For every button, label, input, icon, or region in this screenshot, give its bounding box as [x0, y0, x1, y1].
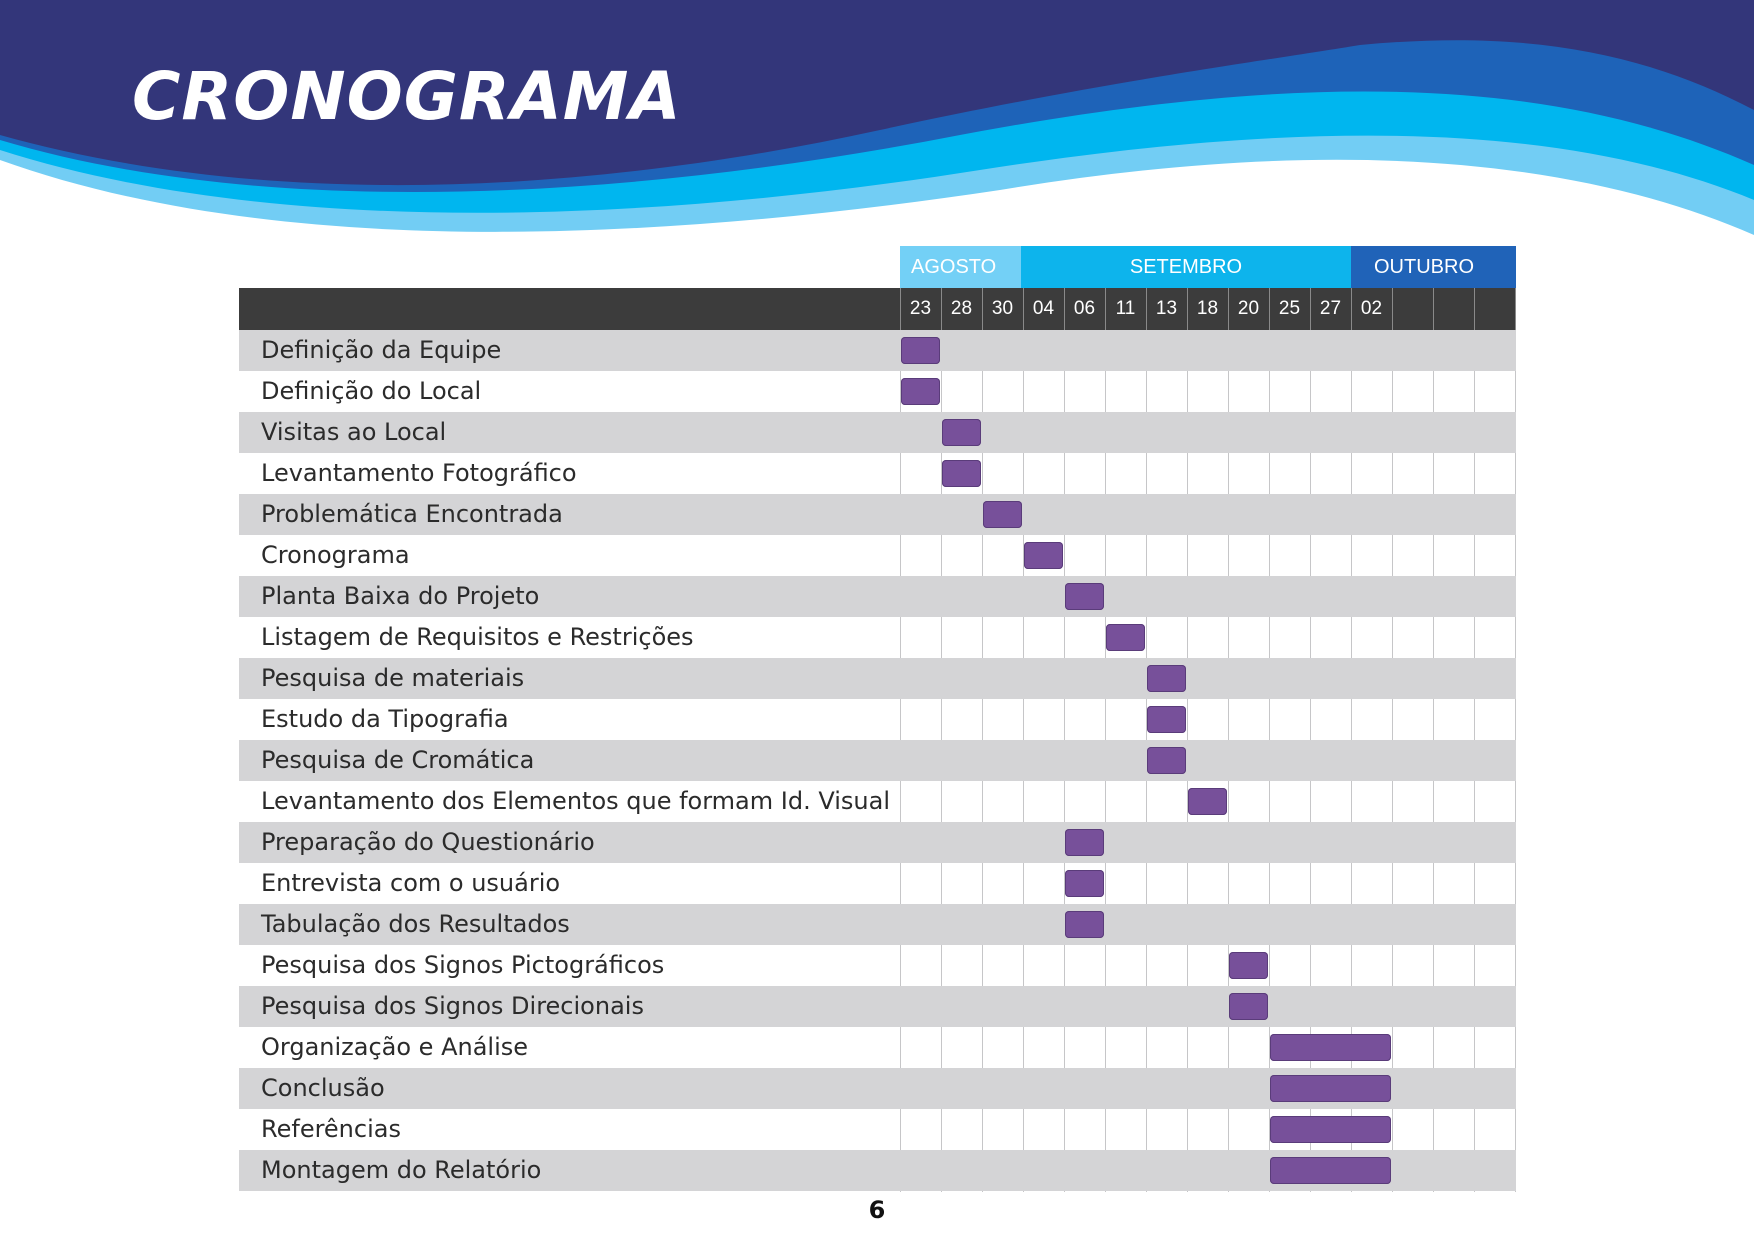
header-divider: [1228, 288, 1229, 330]
month-outubro: OUTUBRO: [1351, 246, 1516, 288]
task-row: [239, 904, 1516, 945]
task-bar: [1024, 542, 1063, 569]
header-divider: [900, 288, 901, 330]
task-row: [239, 658, 1516, 699]
task-bar: [1065, 911, 1104, 938]
task-label: Problemática Encontrada: [261, 500, 563, 528]
task-row: [239, 822, 1516, 863]
task-row: [239, 945, 1516, 986]
task-row: [239, 781, 1516, 822]
task-label: Planta Baixa do Projeto: [261, 582, 540, 610]
header-divider: [1064, 288, 1065, 330]
header-divider: [1105, 288, 1106, 330]
task-label: Estudo da Tipografia: [261, 705, 509, 733]
day-label: [1392, 288, 1433, 330]
day-label: 30: [991, 298, 1014, 319]
task-bar: [942, 419, 981, 446]
task-label: Referências: [261, 1115, 401, 1143]
day-label: 23: [909, 298, 932, 319]
task-bar: [901, 337, 940, 364]
task-label: Levantamento dos Elementos que formam Id. Visual: [261, 787, 890, 815]
task-label: Levantamento Fotográfico: [261, 459, 577, 487]
task-row: [239, 535, 1516, 576]
month-setembro: SETEMBRO: [1021, 246, 1351, 288]
task-row: [239, 617, 1516, 658]
task-label: Pesquisa de materiais: [261, 664, 525, 692]
task-bar: [901, 378, 940, 405]
task-bar: [1065, 583, 1104, 610]
day-label: 11: [1115, 298, 1136, 319]
task-label: Visitas ao Local: [261, 418, 447, 446]
task-row: [239, 412, 1516, 453]
task-label: Conclusão: [261, 1074, 385, 1102]
task-bar: [1065, 870, 1104, 897]
task-label: Definição da Equipe: [261, 336, 502, 364]
day-label: 25: [1278, 298, 1301, 319]
day-label: 02: [1360, 298, 1383, 319]
task-bar: [1270, 1157, 1391, 1184]
page-number: 6: [868, 1196, 886, 1224]
header-divider: [1392, 288, 1393, 330]
page-title: CRONOGRAMA: [132, 58, 682, 135]
header-wave-banner: [0, 0, 1754, 270]
task-row: [239, 863, 1516, 904]
task-label: Montagem do Relatório: [261, 1156, 542, 1184]
task-bar: [1065, 829, 1104, 856]
task-label: Pesquisa de Cromática: [261, 746, 535, 774]
task-label: Definição do Local: [261, 377, 482, 405]
task-bar: [1229, 952, 1268, 979]
header-divider: [1474, 288, 1475, 330]
task-label: Pesquisa dos Signos Direcionais: [261, 992, 644, 1020]
task-bar: [1106, 624, 1145, 651]
task-bar: [1270, 1116, 1391, 1143]
header-divider: [1023, 288, 1024, 330]
task-label: Entrevista com o usuário: [261, 869, 561, 897]
task-bar: [1270, 1075, 1391, 1102]
day-label: [1433, 288, 1474, 330]
task-label: Pesquisa dos Signos Pictográficos: [261, 951, 665, 979]
task-row: [239, 740, 1516, 781]
task-label: Organização e Análise: [261, 1033, 529, 1061]
task-bar: [1270, 1034, 1391, 1061]
month-agosto: AGOSTO: [900, 246, 1021, 288]
task-bar: [1147, 665, 1186, 692]
header-divider: [1433, 288, 1434, 330]
header-divider: [982, 288, 983, 330]
day-label: 13: [1155, 298, 1178, 319]
task-bar: [1188, 788, 1227, 815]
day-label: 27: [1319, 298, 1342, 319]
task-bar: [942, 460, 981, 487]
task-bar: [1147, 747, 1186, 774]
day-label: 04: [1032, 298, 1055, 319]
day-label: 28: [950, 298, 973, 319]
task-row: [239, 576, 1516, 617]
task-row: [239, 986, 1516, 1027]
day-label: 18: [1196, 298, 1219, 319]
header-divider: [1187, 288, 1188, 330]
task-bar: [983, 501, 1022, 528]
task-row: [239, 453, 1516, 494]
task-label: Cronograma: [261, 541, 410, 569]
day-label: 20: [1237, 298, 1260, 319]
task-row: [239, 494, 1516, 535]
task-label: Listagem de Requisitos e Restrições: [261, 623, 694, 651]
day-label: [1474, 288, 1515, 330]
task-label: Tabulação dos Resultados: [261, 910, 570, 938]
task-label: Preparação do Questionário: [261, 828, 595, 856]
header-divider: [1351, 288, 1352, 330]
task-row: [239, 699, 1516, 740]
task-bar: [1147, 706, 1186, 733]
task-bar: [1229, 993, 1268, 1020]
header-divider: [941, 288, 942, 330]
day-label: 06: [1073, 298, 1096, 319]
header-divider: [1310, 288, 1311, 330]
task-row: [239, 371, 1516, 412]
task-row: [239, 330, 1516, 371]
header-divider: [1146, 288, 1147, 330]
header-divider: [1515, 288, 1516, 330]
header-divider: [1269, 288, 1270, 330]
